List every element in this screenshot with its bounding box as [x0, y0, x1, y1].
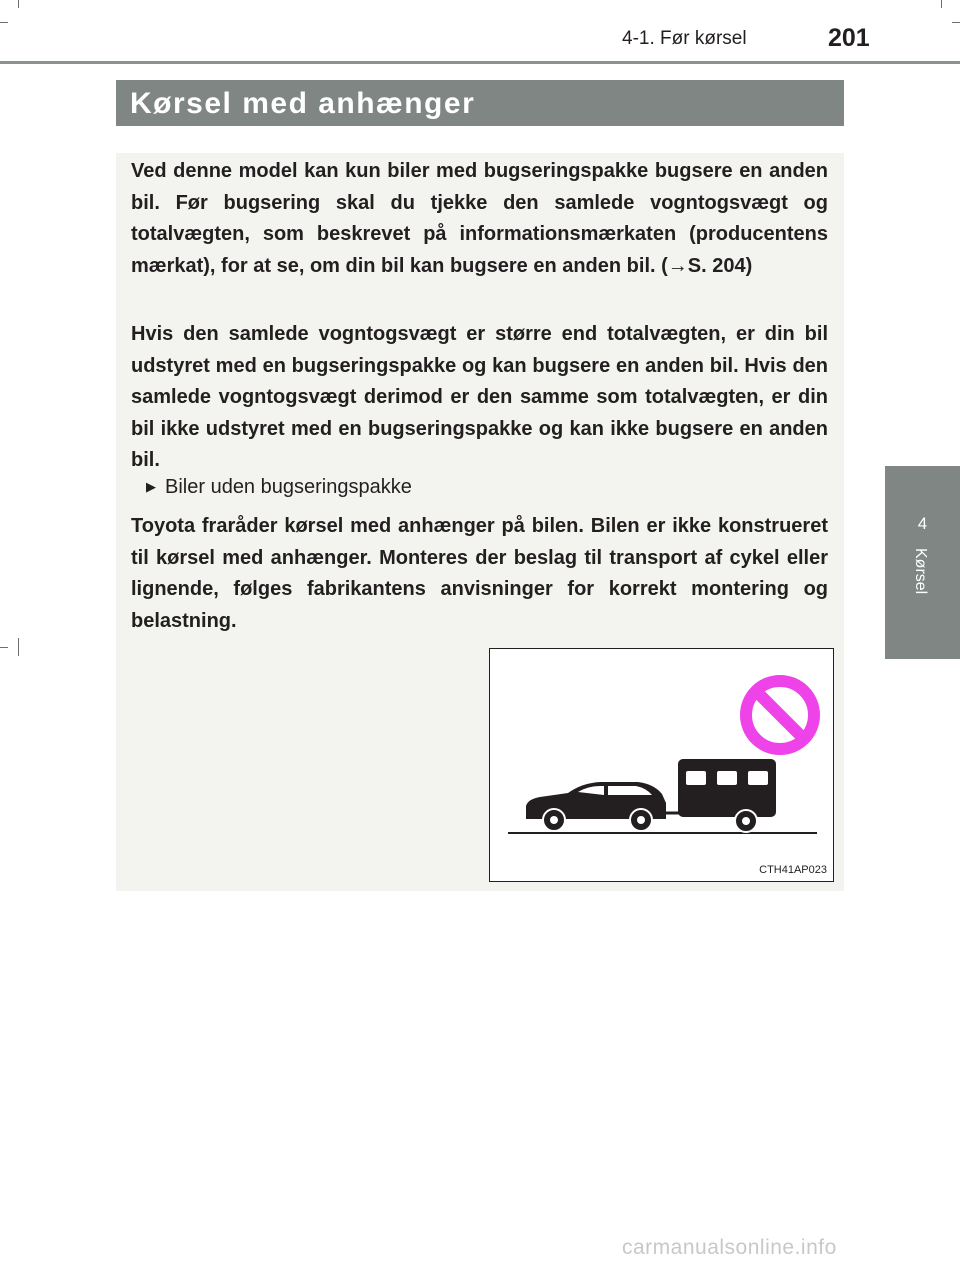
page-reference-link[interactable]: S. 204): [687, 254, 753, 277]
trailer-icon: [678, 759, 776, 832]
content-panel: [116, 153, 844, 891]
prohibition-icon: [746, 681, 814, 749]
title-bar: [116, 80, 844, 126]
crop-mark: [952, 22, 960, 23]
watermark: carmanualsonline.info: [622, 1236, 837, 1259]
chapter-tab: [885, 466, 960, 659]
paragraph-weight-check: Hvis den samlede vogntogsvægt er større end totalvægten, er din bil udstyret med en bugseringspakke og kan bugsere en anden bil. Hvis den samlede vogntogsvægt derimod er den samme som totalvægten, er din bil ikke udstyret med en bugseringspakke og kan ikke bugsere en anden bil.: [131, 323, 828, 471]
page-title: Kørsel med anhænger: [130, 87, 476, 120]
car-icon: [526, 782, 680, 831]
page-number: 201: [828, 24, 870, 52]
bullet-label: Biler uden bugseringspakke: [165, 476, 412, 498]
crop-mark: [18, 0, 19, 8]
illustration-svg: [490, 649, 833, 881]
crop-mark: [0, 22, 8, 23]
arrow-icon: →: [667, 254, 688, 277]
section-heading: 4-1. Før kørsel: [622, 28, 747, 49]
crop-mark: [941, 0, 942, 8]
paragraph-towing-package: [131, 156, 828, 282]
triangle-bullet-icon: ▶: [146, 479, 156, 494]
prohibition-bar: [756, 691, 804, 739]
header-rule: [0, 61, 960, 64]
crop-mark: [18, 638, 19, 656]
figure-code: CTH41AP023: [759, 864, 827, 876]
chapter-number: 4: [917, 514, 928, 533]
illustration-no-trailer: [489, 648, 834, 882]
bullet-item: [146, 476, 412, 499]
crop-mark: [0, 647, 8, 648]
chapter-label: Kørsel: [912, 548, 929, 595]
paragraph-toyota-advice: Toyota fraråder kørsel med anhænger på bilen. Bilen er ikke konstrueret til kørsel med anhænger. Monteres der beslag til transport af cykel eller lignende, følges fabrikantens anvisninger for korrekt montering og belastning.: [131, 515, 828, 632]
paragraph-text: Ved denne model kan kun biler med bugseringspakke bugsere en anden bil. Før bugsering skal du tjekke den samlede vogntogsvægt og totalvægten, som beskrevet på informationsmærkaten (producentens mærkat), for at se, om din bil kan bugsere en anden bil. (: [131, 160, 828, 277]
